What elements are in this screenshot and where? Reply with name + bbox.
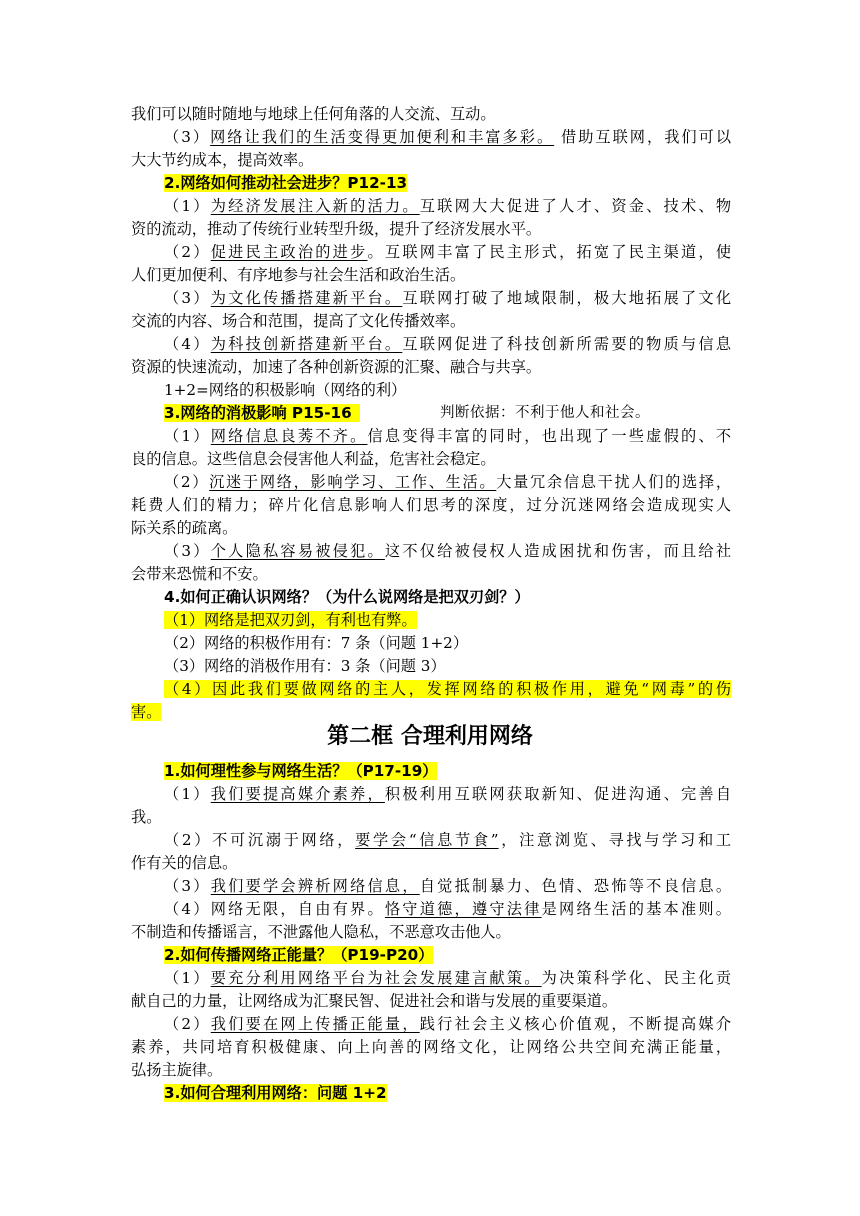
paragraph-line: （1）要充分利用网络平台为社会发展建言献策。为决策科学化、民主化贡 [164, 969, 732, 987]
paragraph-line: 人们更加便利、有序地参与社会生活和政治生活。 [131, 266, 466, 284]
paragraph-line: 际关系的疏离。 [131, 519, 238, 537]
question-heading: 3.网络的消极影响 P15-16 [164, 402, 764, 425]
paragraph-line: 弘扬主旋律。 [131, 1061, 223, 1079]
question-heading: 4.如何正确认识网络？（为什么说网络是把双刃剑？） [164, 588, 530, 606]
highlighted-line: （1）网络是把双刃剑，有利也有弊。 [164, 611, 417, 629]
paragraph-line: （3）网络让我们的生活变得更加便利和丰富多彩。 借助互联网，我们可以 [164, 128, 732, 146]
paragraph-line: （4）为科技创新搭建新平台。互联网促进了科技创新所需要的物质与信息 [164, 335, 732, 353]
paragraph-line: （1）为经济发展注入新的活力。互联网大大促进了人才、资金、技术、物 [164, 197, 732, 215]
paragraph-line: 我。 [131, 808, 162, 826]
paragraph-line: 资源的快速流动，加速了各种创新资源的汇聚、融合与共享。 [131, 358, 542, 376]
question-heading: 2.如何传播网络正能量？（P19-P20） [164, 946, 434, 964]
paragraph-line: （3）个人隐私容易被侵犯。这不仅给被侵权人造成困扰和伤害，而且给社 [164, 542, 732, 560]
question-heading: 1.如何理性参与网络生活？（P17-19） [164, 762, 438, 780]
paragraph-line: （1）网络信息良莠不齐。信息变得丰富的同时，也出现了一些虚假的、不 [164, 427, 732, 445]
paragraph-line: （2）我们要在网上传播正能量，践行社会主义核心价值观，不断提高媒介 [164, 1015, 732, 1033]
paragraph-line: （2）促进民主政治的进步。互联网丰富了民主形式，拓宽了民主渠道，使 [164, 243, 732, 261]
paragraph-line: 1+2=网络的积极影响（网络的利） [164, 381, 407, 399]
paragraph-line: 作有关的信息。 [131, 854, 238, 872]
paragraph-line: 献自己的力量，让网络成为汇聚民智、促进社会和谐与发展的重要渠道。 [131, 992, 617, 1010]
highlighted-line: 害。 [131, 703, 162, 721]
judgment-note: 判断依据：不利于他人和社会。 [440, 405, 650, 421]
paragraph-line: 我们可以随时随地与地球上任何角落的人交流、互动。 [131, 105, 496, 123]
paragraph-line: 会带来恐慌和不安。 [131, 565, 268, 583]
paragraph-line: （4）网络无限，自由有界。恪守道德，遵守法律是网络生活的基本准则。 [164, 900, 731, 918]
paragraph-line: （2）沉迷于网络，影响学习、工作、生活。大量冗余信息干扰人们的选择， [164, 473, 732, 491]
highlighted-line: （4）因此我们要做网络的主人，发挥网络的积极作用，避免“网毒”的伤 [164, 680, 731, 698]
paragraph-line: 交流的内容、场合和范围，提高了文化传播效率。 [131, 312, 466, 330]
question-heading: 2.网络如何推动社会进步？P12-13 [164, 174, 408, 192]
paragraph-line: 资的流动，推动了传统行业转型升级，提升了经济发展水平。 [131, 220, 542, 238]
paragraph-line: （3）我们要学会辨析网络信息，自觉抵制暴力、色情、恐怖等不良信息。 [164, 877, 732, 895]
paragraph-line: 良的信息。这些信息会侵害他人利益，危害社会稳定。 [131, 450, 496, 468]
paragraph-line: 素养，共同培育积极健康、向上向善的网络文化，让网络公共空间充满正能量， [131, 1038, 731, 1056]
paragraph-line: 大大节约成本，提高效率。 [131, 151, 314, 169]
paragraph-line: 耗费人们的精力；碎片化信息影响人们思考的深度，过分沉迷网络会造成现实人 [131, 496, 731, 514]
section-title: 第二框 合理利用网络 [327, 724, 533, 749]
question-heading: 3.如何合理利用网络：问题 1+2 [164, 1084, 387, 1102]
paragraph-line: （1）我们要提高媒介素养，积极利用互联网获取新知、促进沟通、完善自 [164, 785, 732, 803]
paragraph-line: （2）网络的积极作用有：7 条（问题 1+2） [164, 634, 469, 652]
paragraph-line: 不制造和传播谣言，不泄露他人隐私，不恶意攻击他人。 [131, 923, 511, 941]
paragraph-line: （2）不可沉溺于网络，要学会“信息节食”，注意浏览、寻找与学习和工 [164, 831, 732, 849]
paragraph-line: （3）网络的消极作用有：3 条（问题 3） [164, 657, 446, 675]
paragraph-line: （3）为文化传播搭建新平台。互联网打破了地域限制，极大地拓展了文化 [164, 289, 732, 307]
